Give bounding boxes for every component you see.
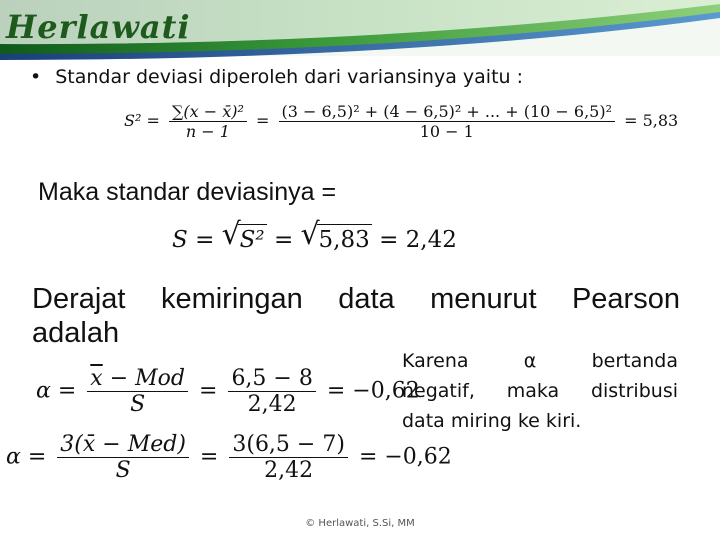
sd-heading: Maka standar deviasinya = — [38, 178, 337, 206]
alpha1-fraction-general — [87, 366, 188, 417]
pearson-paragraph — [32, 282, 680, 350]
pearson-word: data — [338, 283, 395, 315]
radical-icon: √ — [300, 217, 320, 252]
variance-lhs: S² = — [124, 111, 160, 130]
note-word: distribusi — [590, 380, 678, 402]
variance-formula — [124, 102, 678, 141]
variance-fraction-values — [279, 102, 615, 141]
note-line-2 — [402, 376, 678, 406]
alpha1-result: = −0,62 — [326, 378, 420, 404]
sd-formula — [172, 217, 457, 253]
alpha1-denominator-values: 2,42 — [247, 392, 297, 417]
alpha2-numerator-values: 3(6,5 − 7) — [229, 432, 348, 458]
alpha-symbol: α — [523, 350, 537, 372]
sqrt-s-squared — [221, 217, 267, 253]
pearson-word: kemiringan — [160, 283, 303, 315]
alpha-formula-median — [6, 432, 452, 483]
sqrt-variance — [300, 217, 372, 253]
note-word: Karena — [402, 350, 469, 372]
sqrt-s-squared-value: S² — [238, 224, 267, 253]
brand-title: Herlawati — [6, 8, 191, 46]
skew-note — [402, 346, 678, 436]
variance-equals: = — [256, 111, 270, 130]
alpha2-denominator-general: S — [115, 458, 131, 483]
x-bar: $\overline{x}$ — [90, 366, 103, 391]
bullet-text: Standar deviasi diperoleh dari variansinya yaitu : — [55, 66, 524, 88]
bullet-item — [30, 66, 523, 88]
radical-icon: √ — [221, 217, 241, 252]
variance-denominator-values: 10 − 1 — [419, 122, 474, 141]
pearson-word: Derajat — [32, 283, 126, 315]
alpha2-result: = −0,62 — [358, 444, 452, 470]
pearson-line-2: adalah — [32, 317, 120, 349]
note-line-3: data miring ke kiri. — [402, 410, 582, 432]
alpha2-denominator-values: 2,42 — [264, 458, 314, 483]
note-word: bertanda — [591, 350, 678, 372]
alpha1-numerator-general — [87, 366, 188, 392]
footer-credit: © Herlawati, S.Si, MM — [305, 518, 415, 529]
mode-term: − Mod — [102, 366, 185, 391]
bullet-icon: • — [30, 66, 42, 88]
alpha1-lhs: α = — [36, 378, 77, 404]
sd-result: = 2,42 — [379, 227, 457, 253]
note-word: maka — [506, 380, 560, 402]
alpha1-denominator-general: S — [130, 392, 146, 417]
variance-fraction-general — [169, 102, 247, 141]
alpha2-equals: = — [199, 444, 219, 470]
alpha-formula-mode — [36, 366, 420, 417]
note-word: negatif, — [402, 380, 475, 402]
sqrt-variance-value: 5,83 — [317, 224, 372, 253]
alpha2-lhs: α = — [6, 444, 47, 470]
sd-equals: = — [273, 227, 294, 253]
header-banner — [0, 0, 720, 60]
alpha1-equals: = — [199, 378, 218, 404]
variance-result: = 5,83 — [624, 111, 679, 130]
pearson-line-1 — [32, 282, 680, 316]
variance-numerator-values: (3 − 6,5)² + (4 − 6,5)² + ... + (10 − 6,5)² — [279, 102, 615, 122]
alpha2-numerator-general: 3(x̄ − Med) — [57, 432, 189, 458]
alpha2-fraction-values — [229, 432, 348, 483]
alpha1-numerator-values: 6,5 − 8 — [228, 366, 315, 392]
pearson-word: Pearson — [571, 283, 680, 315]
note-line-1 — [402, 346, 678, 376]
sd-lhs: S = — [172, 227, 215, 253]
alpha2-fraction-general — [57, 432, 189, 483]
alpha1-fraction-values — [228, 366, 315, 417]
variance-numerator-general: ∑(x − x̄)² — [169, 102, 247, 122]
variance-denominator-general: n − 1 — [185, 122, 230, 141]
pearson-word: menurut — [430, 283, 537, 315]
